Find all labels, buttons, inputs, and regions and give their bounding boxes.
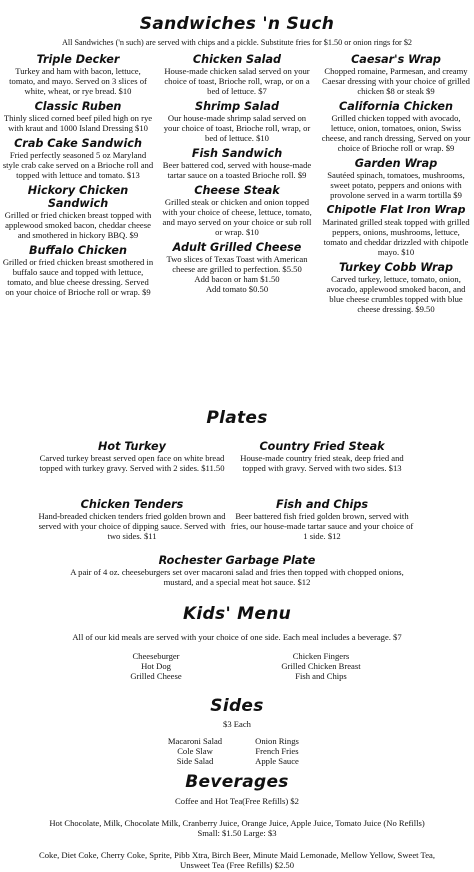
item-name: Buffalo Chicken — [28, 244, 127, 257]
list-item: Hot Dog — [141, 661, 171, 671]
beverages-juice-sizes: Small: $1.50 Large: $3 — [197, 828, 277, 838]
list-item: Grilled Cheese — [130, 671, 182, 681]
sides-price: $3 Each — [223, 719, 251, 729]
menu-item — [320, 100, 472, 153]
item-description: A pair of 4 oz. cheeseburgers set over macaroni salad and fries then topped with chopped onions, mustard, and a special meat hot sauce. $12 — [70, 567, 404, 587]
sides-heading: Sides — [210, 696, 264, 716]
plates-heading: Plates — [206, 408, 268, 428]
item-description: Marinated grilled steak topped with grilled peppers, onions, mushrooms, lettuce, tomato and cheddar drizzled with chipotle mayo. $10 — [322, 217, 470, 257]
menu-item — [2, 100, 154, 133]
item-description: Our house-made shrimp salad served on your choice of toast, Brioche roll, wrap, or bed of lettuce. $10 — [163, 113, 311, 143]
item-description: Thinly sliced corned beef piled high on rye with kraut and 1000 Island Dressing $10 — [3, 113, 153, 133]
item-description: Turkey and ham with bacon, lettuce, tomato, and mayo. Served on 3 slices of white, wheat, or rye bread. $10 — [9, 66, 147, 96]
beverages-sodas: Coke, Diet Coke, Cherry Coke, Sprite, Pibb Xtra, Birch Beer, Minute Maid Lemonade, Mellow Yellow, Sweet Tea, — [39, 850, 435, 860]
menu-item — [320, 261, 472, 314]
sandwiches-heading: Sandwiches 'n Such — [139, 14, 335, 34]
item-name: Hickory Chicken Sandwich — [27, 184, 129, 210]
item-name: Rochester Garbage Plate — [158, 554, 316, 567]
sandwiches-note: All Sandwiches ('n such) are served with chips and a pickle. Substitute fries for $1.50 or onion rings for $2 — [61, 38, 413, 47]
menu-item — [161, 147, 313, 180]
item-description: Beer battered cod, served with house-made tartar sauce on a toasted Brioche roll. $9 — [162, 160, 312, 180]
item-description: Carved turkey breast served open face on white bread topped with turkey gravy. Served with 2 sides. $11.50 — [39, 453, 225, 473]
sides-list-right — [234, 736, 320, 766]
item-name: Triple Decker — [36, 53, 120, 66]
item-description: Grilled chicken topped with avocado, lettuce, onion, tomatoes, onion, Swiss cheese, and ranch dressing, Served on your choice of Brioche roll or wrap. $9 — [321, 113, 471, 153]
item-description: Grilled steak or chicken and onion topped with your choice of cheese, lettuce, tomato, and mayo served on your choice or sub roll or wrap. $10 — [162, 197, 312, 237]
list-item: Cheeseburger — [132, 651, 180, 661]
item-name: Caesar's Wrap — [351, 53, 441, 66]
menu-item — [320, 204, 472, 257]
list-item: French Fries — [255, 746, 299, 756]
item-description: Beer battered fish fried golden brown, served with fries, our house-made tartar sauce and your choice of 1 side. $12 — [230, 511, 414, 541]
plate-country-fried-steak — [230, 440, 414, 473]
menu-item — [2, 244, 154, 297]
menu-item — [161, 100, 313, 143]
list-item: Apple Sauce — [255, 756, 299, 766]
sandwiches-column-1 — [2, 53, 154, 301]
beverages-tea: Unsweet Tea (Free Refills) $2.50 — [179, 860, 295, 870]
menu-item — [2, 53, 154, 96]
item-description: Chopped romaine, Parmesan, and creamy Caesar dressing with your choice of grilled chicken $8 or steak $9 — [322, 66, 470, 96]
menu-item — [320, 53, 472, 96]
menu-item — [320, 157, 472, 200]
item-name: Fish Sandwich — [191, 147, 283, 160]
list-item: Fish and Chips — [295, 671, 347, 681]
menu-item — [161, 53, 313, 96]
list-item: Macaroni Salad — [167, 736, 223, 746]
kids-note: All of our kid meals are served with your choice of one side. Each meal includes a beverage. $7 — [72, 632, 402, 642]
menu-item — [161, 241, 313, 294]
item-name: Garden Wrap — [354, 157, 438, 170]
item-name: Classic Ruben — [34, 100, 122, 113]
menu-item — [2, 137, 154, 180]
item-description: Carved turkey, lettuce, tomato, onion, avocado, applewood smoked bacon, and blue cheese crumbles topped with blue cheese dressing. $9.50 — [326, 274, 466, 314]
kids-heading: Kids' Menu — [182, 604, 292, 624]
plate-rochester-garbage-plate — [60, 554, 414, 587]
menu-item — [2, 184, 154, 240]
list-item: Grilled Chicken Breast — [281, 661, 361, 671]
item-description: Sautéed spinach, tomatoes, mushrooms, sweet potato, peppers and onions with provolone served in a warm tortilla $9 — [327, 170, 465, 200]
item-name: Shrimp Salad — [195, 100, 279, 113]
item-name: California Chicken — [339, 100, 453, 113]
item-description: Fried perfectly seasoned 5 oz Maryland style crab cake served on a Brioche roll and topped with lettuce and tomato. $13 — [2, 150, 154, 180]
list-item: Side Salad — [176, 756, 214, 766]
item-name: Turkey Cobb Wrap — [338, 261, 454, 274]
plate-hot-turkey — [34, 440, 230, 473]
item-name: Country Fried Steak — [259, 440, 385, 453]
item-name: Chipotle Flat Iron Wrap — [326, 204, 466, 216]
item-name: Chicken Tenders — [80, 498, 184, 511]
sandwiches-column-2 — [161, 53, 313, 298]
item-name: Cheese Steak — [194, 184, 280, 197]
item-description: Grilled or fried chicken breast smothered in buffalo sauce and topped with lettuce, tomato, and blue cheese dressing. Served on your choice of Brioche roll or wrap. $9 — [2, 257, 154, 297]
beverages-heading: Beverages — [185, 772, 289, 792]
item-description: House-made country fried steak, deep fried and topped with gravy. Served with two sides. $13 — [240, 453, 404, 473]
item-description: Hand-breaded chicken tenders fried golden brown and served with your choice of dipping sauce. Served with two sides. $11 — [38, 511, 226, 541]
list-item: Cole Slaw — [177, 746, 213, 756]
item-name: Adult Grilled Cheese — [172, 241, 302, 254]
item-description: Grilled or fried chicken breast topped with applewood smoked bacon, cheddar cheese and smothered in hickory BBQ. $9 — [4, 210, 152, 240]
sides-list-left — [150, 736, 240, 766]
item-name: Fish and Chips — [275, 498, 369, 511]
item-description: House-made chicken salad served on your choice of toast, Brioche roll, wrap, or on a bed of lettuce. $7 — [164, 66, 310, 96]
item-name: Chicken Salad — [192, 53, 282, 66]
menu-item — [161, 184, 313, 237]
sandwiches-column-3 — [320, 53, 472, 318]
plate-chicken-tenders — [34, 498, 230, 541]
kids-list-right — [256, 651, 386, 681]
item-name: Crab Cake Sandwich — [14, 137, 142, 150]
plate-fish-and-chips — [230, 498, 414, 541]
beverages-hot: Coffee and Hot Tea(Free Refills) $2 — [175, 796, 299, 806]
beverages-juices: Hot Chocolate, Milk, Chocolate Milk, Cranberry Juice, Orange Juice, Apple Juice, Tomato Juice (No Refills) — [49, 818, 425, 828]
list-item: Chicken Fingers — [292, 651, 350, 661]
list-item: Onion Rings — [255, 736, 299, 746]
item-name: Hot Turkey — [98, 440, 166, 453]
kids-list-left — [96, 651, 216, 681]
item-description: Two slices of Texas Toast with American cheese are grilled to perfection. $5.50 Add bacon or ham $1.50 Add tomato $0.50 — [166, 254, 308, 294]
